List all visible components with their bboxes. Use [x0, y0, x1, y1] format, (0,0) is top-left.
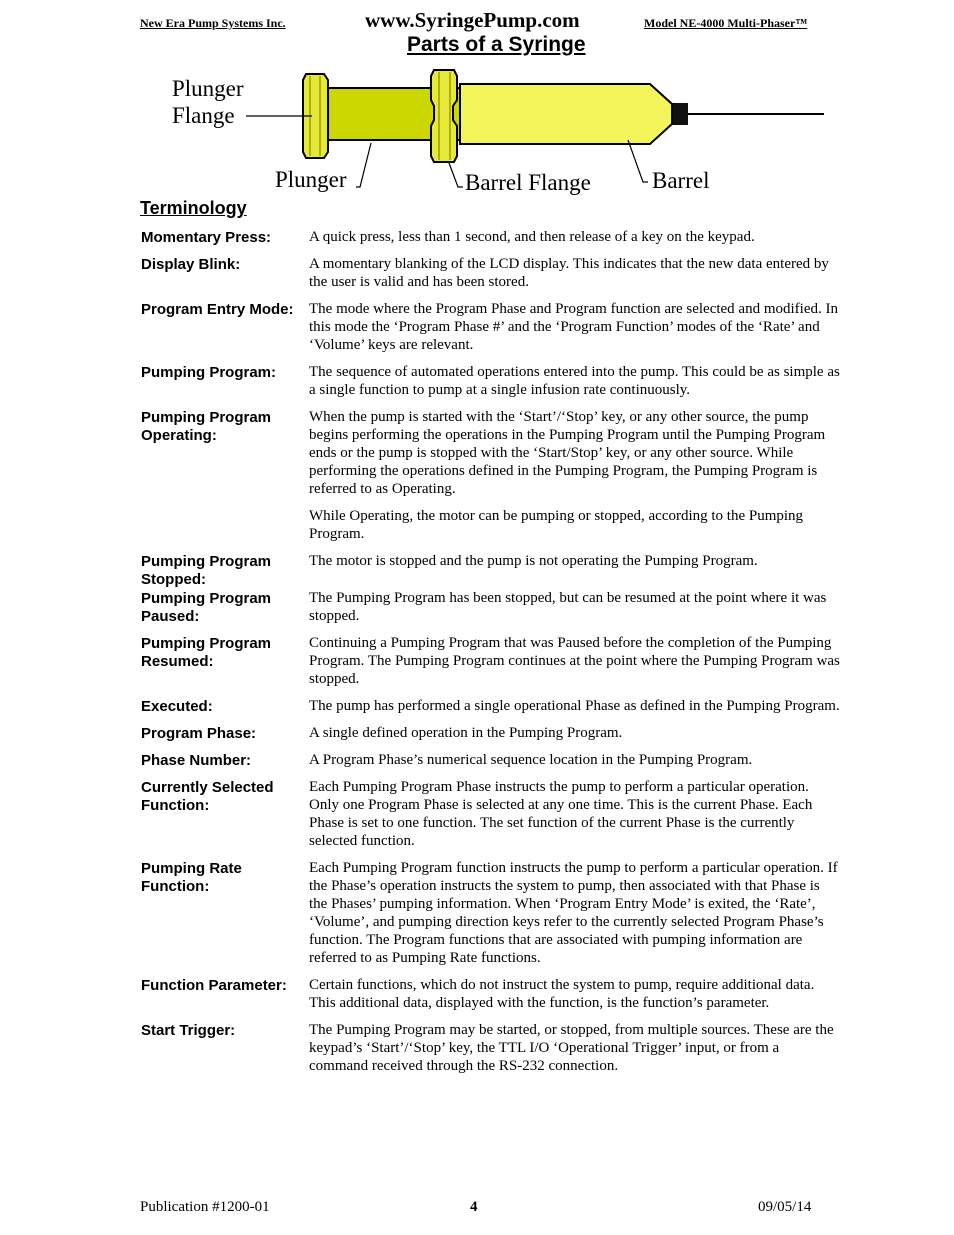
header-website: www.SyringePump.com: [365, 8, 580, 32]
definition-paragraph: The sequence of automated operations entered into the pump. This could be as simple as a single function to pump at a single infusion rate continuously.: [309, 364, 840, 398]
barrel: [460, 84, 672, 144]
definition-paragraph: A Program Phase’s numerical sequence location in the Pumping Program.: [309, 752, 753, 768]
glossary-definition: [309, 634, 841, 697]
definition-paragraph: While Operating, the motor can be pumping or stopped, according to the Pumping Program.: [309, 508, 804, 542]
glossary-entry: [141, 408, 841, 552]
definition-paragraph: A single defined operation in the Pumping Program.: [309, 725, 623, 741]
glossary-term: Pumping Program Paused:: [141, 590, 272, 625]
glossary-term: Currently Selected Function:: [141, 779, 274, 814]
terminology-title: Terminology: [140, 198, 247, 218]
glossary-entry: [141, 751, 841, 778]
definition-paragraph: Certain functions, which do not instruct the system to pump, require additional data. This additional data, displayed with the function, is the function’s parameter.: [309, 977, 815, 1011]
glossary-term: Program Entry Mode:: [141, 301, 294, 318]
footer-date: 09/05/14: [758, 1199, 812, 1215]
definition-paragraph: Each Pumping Program Phase instructs the pump to perform a particular operation. Only one Program Phase is selected at any one time. This is the current Phase. Each Phase is set to one function. The set function of the current Phase is the currently selected function.: [309, 779, 813, 849]
glossary-term: Phase Number:: [141, 752, 252, 769]
needle-hub: [672, 103, 688, 125]
glossary-entry: [141, 255, 841, 300]
glossary-entry: [141, 552, 841, 589]
barrel-flange-shape: [431, 70, 457, 162]
definition-paragraph: A momentary blanking of the LCD display. This indicates that the new data entered by the user is valid and has been stored.: [309, 256, 829, 290]
definition-paragraph: The Pumping Program may be started, or stopped, from multiple sources. These are the keypad’s ‘Start’/‘Stop’ key, the TTL I/O ‘Operational Trigger’ input, or from a command received through the RS-232 connection.: [309, 1022, 834, 1074]
glossary-term: Pumping Program:: [141, 364, 277, 381]
glossary-definition: [309, 408, 841, 552]
glossary-entry: [141, 778, 841, 859]
glossary-definition: [309, 228, 841, 255]
label-barrel: Barrel: [652, 168, 710, 193]
glossary-definition: [309, 589, 841, 634]
glossary-term: Program Phase:: [141, 725, 257, 742]
glossary-entry: [141, 300, 841, 363]
syringe-diagram: [160, 60, 840, 200]
definition-paragraph: The pump has performed a single operational Phase as defined in the Pumping Program.: [309, 698, 840, 714]
glossary-entry: [141, 634, 841, 697]
glossary-definition: [309, 976, 841, 1021]
glossary-definition: [309, 859, 841, 976]
glossary-definition: [309, 778, 841, 859]
definition-paragraph: Each Pumping Program function instructs the pump to perform a particular operation. If the Phase’s operation instructs the system to pump, then associated with that Phase is the Phases’ pumping information. When ‘Program Entry Mode’ is exited, the ‘Rate’, ‘Volume’, and pumping direction keys refer to the currently selected Program Phase’s function. The Program functions that are associated with pumping information are referred to as Pumping Rate functions.: [309, 860, 838, 966]
label-barrel-flange: Barrel Flange: [465, 170, 591, 195]
definition-paragraph: The motor is stopped and the pump is not operating the Pumping Program.: [309, 553, 758, 569]
definition-paragraph: The mode where the Program Phase and Program function are selected and modified. In this mode the ‘Program Phase #’ and the ‘Program Function’ modes of the ‘Rate’ and ‘Volume’ keys are relevant.: [309, 301, 838, 353]
glossary-definition: [309, 724, 841, 751]
glossary-entry: [141, 363, 841, 408]
glossary-term: Pumping Program Resumed:: [141, 635, 272, 670]
glossary-definition: [309, 697, 841, 724]
glossary-term: Display Blink:: [141, 256, 241, 273]
glossary-definition: [309, 751, 841, 778]
glossary-definition: [309, 363, 841, 408]
glossary: [141, 228, 841, 1084]
definition-paragraph: The Pumping Program has been stopped, but can be resumed at the point where it was stopped.: [309, 590, 827, 624]
glossary-term: Executed:: [141, 698, 213, 715]
glossary-entry: [141, 724, 841, 751]
glossary-entry: [141, 859, 841, 976]
glossary-entry: [141, 1021, 841, 1084]
label-plunger-flange-line2: Flange: [172, 103, 235, 128]
glossary-term: Function Parameter:: [141, 977, 287, 994]
glossary-entry: [141, 589, 841, 634]
definition-paragraph: Continuing a Pumping Program that was Paused before the completion of the Pumping Program. The Pumping Program continues at the point where the Pumping Program was stopped.: [309, 635, 840, 687]
label-plunger-flange-line1: Plunger: [172, 76, 244, 101]
glossary-term: Momentary Press:: [141, 229, 272, 246]
glossary-term: Start Trigger:: [141, 1022, 236, 1039]
section-title: Parts of a Syringe: [407, 33, 586, 56]
glossary-term: Pumping Rate Function:: [141, 860, 242, 895]
label-plunger: Plunger: [275, 167, 347, 192]
header-company: New Era Pump Systems Inc.: [140, 16, 286, 30]
glossary-entry: [141, 697, 841, 724]
definition-paragraph: A quick press, less than 1 second, and then release of a key on the keypad.: [309, 229, 755, 245]
glossary-definition: [309, 552, 841, 589]
glossary-entry: [141, 976, 841, 1021]
glossary-definition: [309, 300, 841, 363]
footer-publication: Publication #1200-01: [140, 1199, 270, 1215]
definition-paragraph: When the pump is started with the ‘Start’/‘Stop’ key, or any other source, the pump begins performing the operations in the Pumping Program until the Pumping Program ends or the pump is stopped with the ‘Start/Stop’ key, or any other source. While performing the operations defined in the Pumping Program, the Pumping Program is referred to as Operating.: [309, 409, 826, 497]
glossary-definition: [309, 1021, 841, 1084]
glossary-definition: [309, 255, 841, 300]
glossary-term: Pumping Program Stopped:: [141, 553, 272, 588]
footer-page-number: 4: [470, 1199, 478, 1215]
glossary-term: Pumping Program Operating:: [141, 409, 272, 444]
header-model: Model NE-4000 Multi-Phaser™: [644, 16, 808, 30]
glossary-entry: [141, 228, 841, 255]
